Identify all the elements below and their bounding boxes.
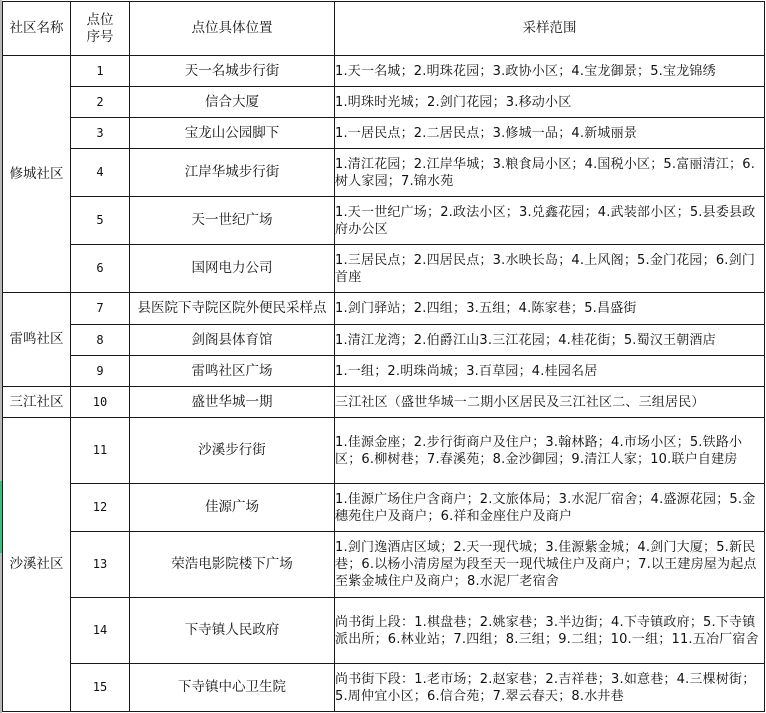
community-cell-sanjiang: 三江社区 bbox=[3, 387, 71, 418]
scope-cell: 尚书街上段：1.棋盘巷；2.姚家巷；3.半边街；4.下寺镇政府；5.下寺镇派出所；6.林业站；7.四组；8.三组；9.二组；10.一组；11.五冶厂宿舍 bbox=[335, 598, 765, 664]
seq-cell: 14 bbox=[71, 598, 130, 664]
seq-cell: 8 bbox=[71, 325, 130, 356]
seq-cell: 2 bbox=[71, 87, 130, 118]
seq-cell: 15 bbox=[71, 664, 130, 712]
table-row bbox=[3, 293, 765, 325]
scope-cell: 1.明珠时光城；2.剑门花园；3.移动小区 bbox=[335, 87, 765, 118]
seq-cell: 13 bbox=[71, 532, 130, 598]
location-cell: 信合大厦 bbox=[130, 87, 335, 118]
seq-cell: 9 bbox=[71, 356, 130, 387]
seq-cell: 7 bbox=[71, 293, 130, 325]
scope-cell: 1.三居民点；2.四居民点；3.水映长岛；4.上风阁；5.金门花园；6.剑门首座 bbox=[335, 245, 765, 293]
location-cell: 天一名城步行街 bbox=[130, 56, 335, 87]
location-cell: 下寺镇人民政府 bbox=[130, 598, 335, 664]
community-cell-shaxi: 沙溪社区 bbox=[3, 418, 71, 712]
community-cell-xiucheng: 修城社区 bbox=[3, 56, 71, 293]
seq-cell: 4 bbox=[71, 149, 130, 197]
table-row bbox=[3, 532, 765, 598]
header-row bbox=[3, 2, 765, 56]
table-row bbox=[3, 664, 765, 712]
table-row bbox=[3, 356, 765, 387]
scope-cell: 1.剑门逸酒店区域；2.天一现代城；3.佳源紫金城；4.剑门大厦；5.新民巷；6.以杨小清房屋为段至天一现代城住户及商户；7.以王建房屋为起点至紫金城住户及商户；8.水泥厂老宿舍 bbox=[335, 532, 765, 598]
seq-cell: 10 bbox=[71, 387, 130, 418]
location-cell: 剑阁县体育馆 bbox=[130, 325, 335, 356]
scope-cell: 1.佳源金座；2.步行街商户及住户；3.翰林路；4.市场小区；5.铁路小区；6.柳树巷；7.春溪苑；8.金沙御园；9.清江人家；10.联户自建房 bbox=[335, 418, 765, 484]
header-seq-line1: 点位 bbox=[86, 11, 114, 28]
scope-cell: 1.一组；2.明珠尚城；3.百草园；4.桂园名居 bbox=[335, 356, 765, 387]
location-cell: 荣浩电影院楼下广场 bbox=[130, 532, 335, 598]
table-row bbox=[3, 245, 765, 293]
location-cell: 盛世华城一期 bbox=[130, 387, 335, 418]
header-scope: 采样范围 bbox=[335, 2, 765, 56]
header-seq bbox=[71, 2, 130, 56]
table-row bbox=[3, 387, 765, 418]
header-seq-line2: 序号 bbox=[86, 28, 114, 45]
scope-cell: 1.清江花园；2.江岸华城；3.粮食局小区；4.国税小区；5.富丽清江；6.树人家园；7.锦水苑 bbox=[335, 149, 765, 197]
scope-cell: 1.佳源广场住户含商户；2.文旅体局；3.水泥厂宿舍；4.盛源花园；5.金穗苑住户及商户；6.祥和金座住户及商户 bbox=[335, 484, 765, 532]
table-row bbox=[3, 484, 765, 532]
seq-cell: 11 bbox=[71, 418, 130, 484]
table-row bbox=[3, 149, 765, 197]
seq-cell: 3 bbox=[71, 118, 130, 149]
seq-cell: 1 bbox=[71, 56, 130, 87]
location-cell: 沙溪步行街 bbox=[130, 418, 335, 484]
community-cell-leiming: 雷鸣社区 bbox=[3, 293, 71, 387]
location-cell: 雷鸣社区广场 bbox=[130, 356, 335, 387]
scope-cell: 1.天一世纪广场；2.政法小区；3.兑鑫花园；4.武装部小区；5.县委县政府办公区 bbox=[335, 197, 765, 245]
scope-cell: 1.清江龙湾；2.伯爵江山3.三江花园；4.桂花街；5.蜀汉王朝酒店 bbox=[335, 325, 765, 356]
scope-cell: 三江社区（盛世华城一二期小区居民及三江社区二、三组居民） bbox=[335, 387, 765, 418]
scope-cell: 1.剑门驿站；2.四组；3.五组；4.陈家巷；5.昌盛街 bbox=[335, 293, 765, 325]
seq-cell: 5 bbox=[71, 197, 130, 245]
seq-cell: 12 bbox=[71, 484, 130, 532]
sampling-points-table bbox=[2, 1, 765, 712]
scope-cell: 1.一居民点；2.二居民点；3.修城一品；4.新城丽景 bbox=[335, 118, 765, 149]
seq-cell: 6 bbox=[71, 245, 130, 293]
table-row bbox=[3, 56, 765, 87]
table-row bbox=[3, 87, 765, 118]
scope-cell: 尚书街下段：1.老市场；2.赵家巷；2.吉祥巷；3.如意巷；4.三棵树街；5.周仲宜小区；6.信合苑；7.翠云春天；8.水井巷 bbox=[335, 664, 765, 712]
table-row bbox=[3, 118, 765, 149]
table-row bbox=[3, 325, 765, 356]
location-cell: 国网电力公司 bbox=[130, 245, 335, 293]
location-cell: 宝龙山公园脚下 bbox=[130, 118, 335, 149]
location-cell: 天一世纪广场 bbox=[130, 197, 335, 245]
header-community: 社区名称 bbox=[3, 2, 71, 56]
header-location: 点位具体位置 bbox=[130, 2, 335, 56]
table-row bbox=[3, 197, 765, 245]
location-cell: 佳源广场 bbox=[130, 484, 335, 532]
scope-cell: 1.天一名城；2.明珠花园；3.政协小区；4.宝龙御景；5.宝龙锦绣 bbox=[335, 56, 765, 87]
location-cell: 下寺镇中心卫生院 bbox=[130, 664, 335, 712]
location-cell: 江岸华城步行街 bbox=[130, 149, 335, 197]
location-cell: 县医院下寺院区院外便民采样点 bbox=[130, 293, 335, 325]
table-row bbox=[3, 418, 765, 484]
table-row bbox=[3, 598, 765, 664]
